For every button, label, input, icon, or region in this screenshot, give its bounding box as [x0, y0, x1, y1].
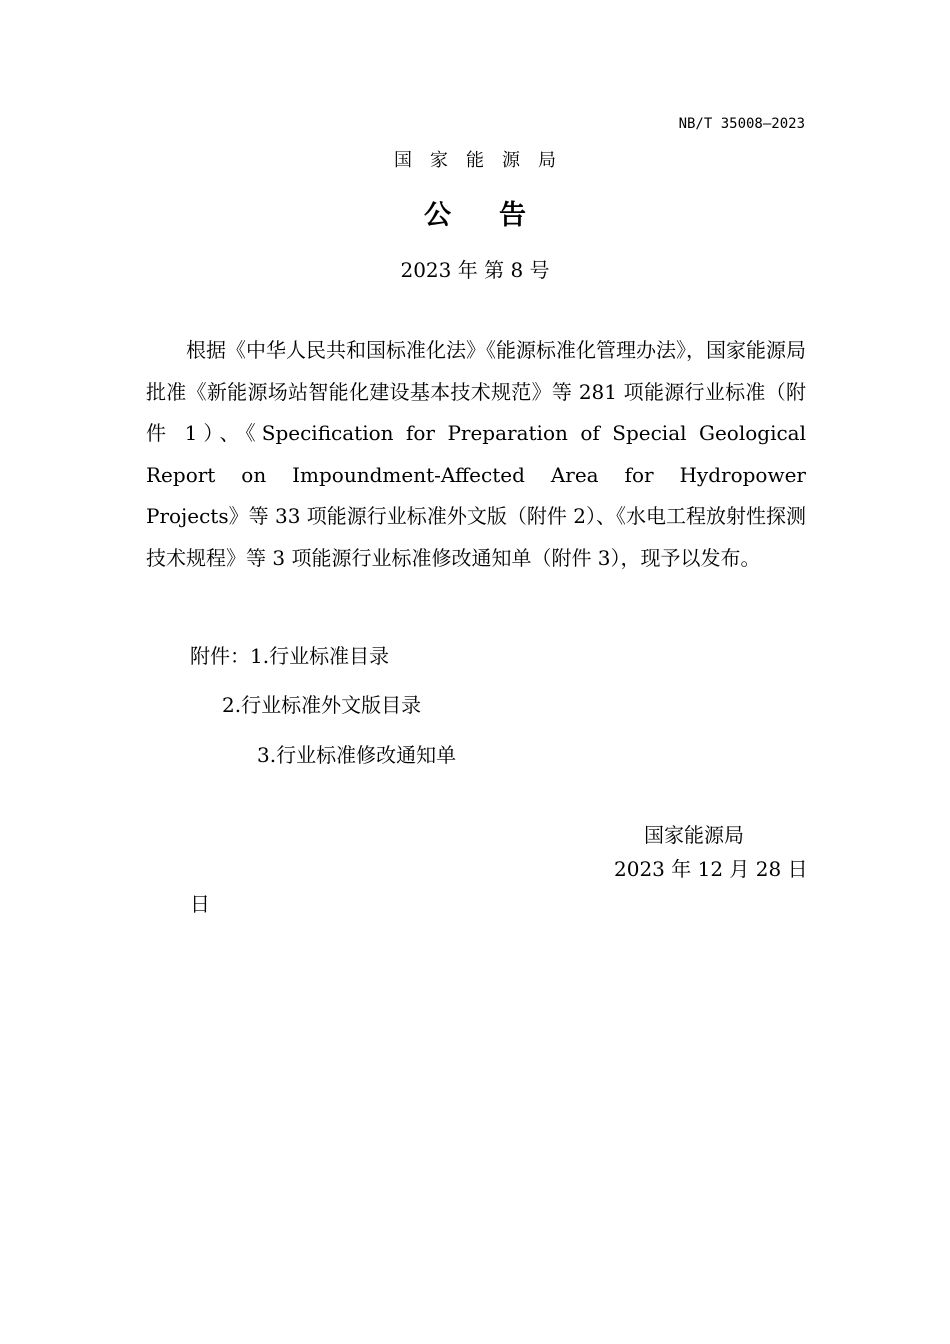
document-type-title: 公告 — [424, 200, 574, 231]
signature-organization: 国家能源局 — [644, 823, 744, 847]
announcement-paragraph: 根据《中华人民共和国标准化法》《能源标准化管理办法》，国家能源局批准《新能源场站智能化建设基本技术规范》等 281 项能源行业标准（附件 1）、《Specification for Preparation of Special Geological Report on Impoundment-Affected Area for Hydropower Projects》等 33 项能源行业标准外文版（附件 2）、《水电工程放射性探测技术规程》等 3 项能源行业标准修改通知单（附件 3），现予以发布。 — [146, 338, 806, 570]
attachment-item-1: 1.行业标准目录 — [250, 644, 390, 668]
issuer-name: 国家能源局 — [394, 150, 574, 171]
document-number: 2023 年 第 8 号 — [400, 258, 550, 282]
attachment-prefix: 附件： — [190, 644, 250, 668]
attachment-item-2: 2.行业标准外文版目录 — [222, 693, 422, 717]
attachment-line-1 — [190, 640, 389, 669]
attachment-item-3: 3.行业标准修改通知单 — [257, 743, 457, 767]
standard-code: NB/T 35008—2023 — [678, 116, 805, 132]
signature-date: 2023 年 12 月 28 日 — [614, 857, 808, 881]
stray-character: 日 — [190, 892, 210, 916]
